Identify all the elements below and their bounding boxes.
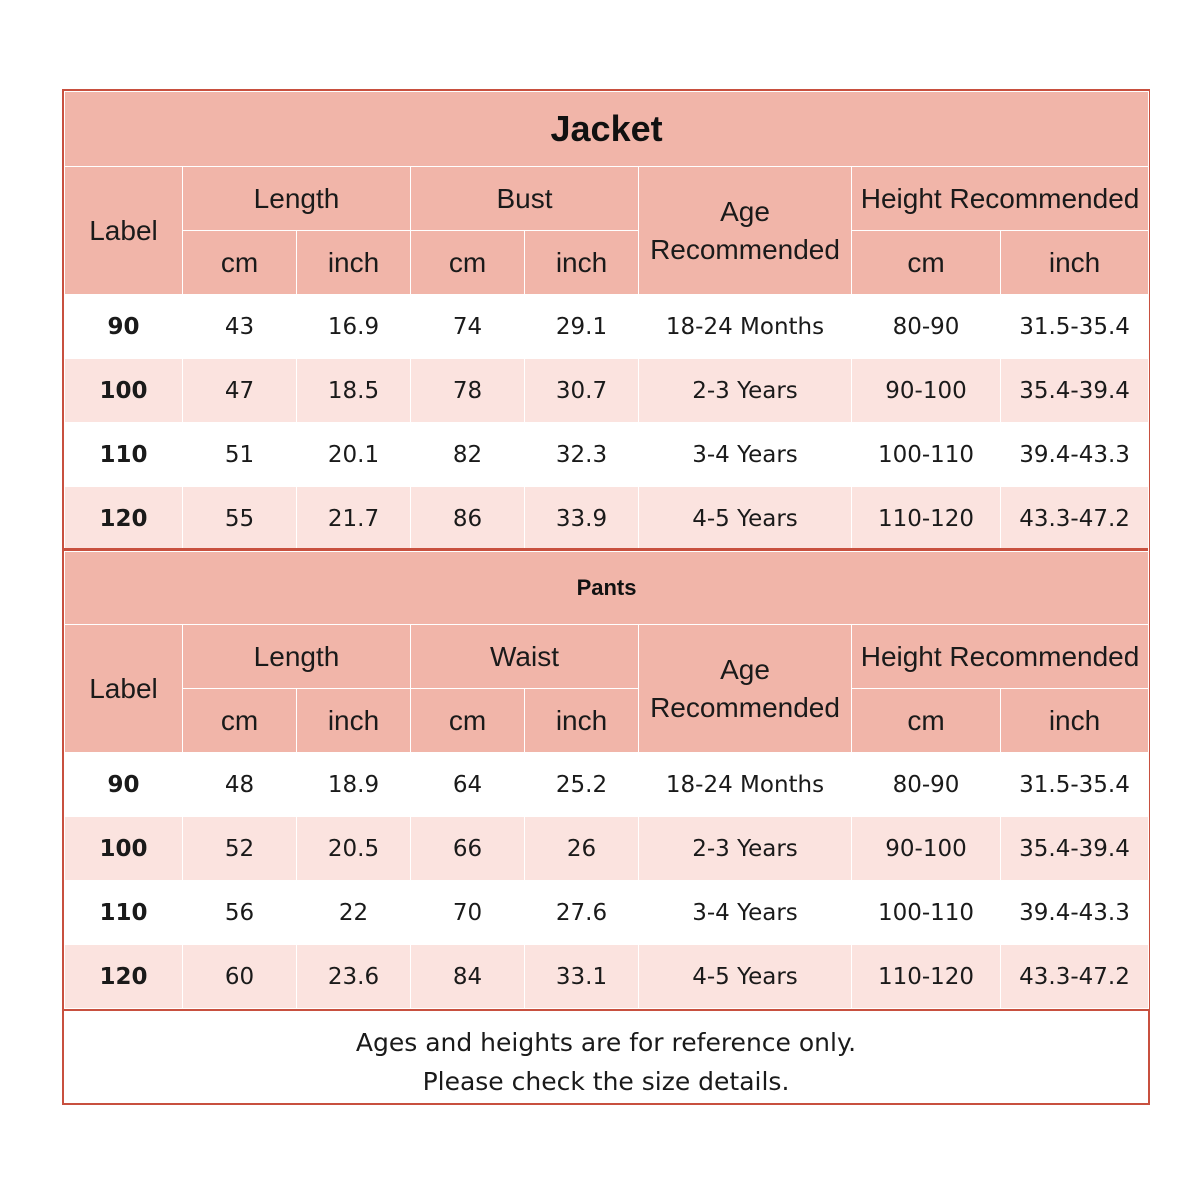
length-header: Length [183, 625, 411, 689]
pants-title: Pants [65, 552, 1149, 625]
table-row [65, 359, 1149, 423]
length-cm-cell: 60 [183, 945, 297, 1009]
length-cm-cell: 52 [183, 817, 297, 881]
jacket-table [64, 91, 1149, 551]
length-cm-cell: 51 [183, 423, 297, 487]
waist-header: Waist [411, 625, 639, 689]
age-recommended-header [639, 625, 852, 753]
label-cell: 120 [65, 945, 183, 1009]
age-recommended-header [639, 167, 852, 295]
height-cm-cell: 100-110 [852, 881, 1001, 945]
length-inch-cell: 22 [297, 881, 411, 945]
measure-inch-cell: 25.2 [525, 753, 639, 817]
table-row [65, 423, 1149, 487]
measure-cm-cell: 66 [411, 817, 525, 881]
height-cm-cell: 110-120 [852, 945, 1001, 1009]
height-inch-header: inch [1001, 231, 1149, 295]
measure-cm-cell: 64 [411, 753, 525, 817]
table-row [65, 487, 1149, 551]
measure-cm-cell: 84 [411, 945, 525, 1009]
table-row [65, 945, 1149, 1009]
length-cm-cell: 55 [183, 487, 297, 551]
length-inch-cell: 20.5 [297, 817, 411, 881]
measure-cm-cell: 74 [411, 295, 525, 359]
length-inch-cell: 18.5 [297, 359, 411, 423]
label-cell: 100 [65, 359, 183, 423]
length-header: Length [183, 167, 411, 231]
waist-cm-header: cm [411, 689, 525, 753]
label-cell: 110 [65, 881, 183, 945]
measure-inch-cell: 32.3 [525, 423, 639, 487]
length-cm-cell: 47 [183, 359, 297, 423]
length-inch-cell: 18.9 [297, 753, 411, 817]
age-cell: 4-5 Years [639, 487, 852, 551]
jacket-title: Jacket [65, 92, 1149, 167]
measure-cm-cell: 82 [411, 423, 525, 487]
reference-note [64, 1009, 1148, 1103]
bust-inch-header: inch [525, 231, 639, 295]
age-cell: 4-5 Years [639, 945, 852, 1009]
age-cell: 18-24 Months [639, 753, 852, 817]
height-cm-cell: 80-90 [852, 753, 1001, 817]
length-inch-cell: 20.1 [297, 423, 411, 487]
waist-inch-header: inch [525, 689, 639, 753]
length-inch-cell: 16.9 [297, 295, 411, 359]
label-cell: 90 [65, 295, 183, 359]
note-line-1: Ages and heights are for reference only. [355, 1028, 857, 1057]
height-recommended-header: Height Recommended [852, 625, 1149, 689]
height-inch-cell: 35.4-39.4 [1001, 817, 1149, 881]
measure-inch-cell: 29.1 [525, 295, 639, 359]
height-cm-cell: 90-100 [852, 359, 1001, 423]
length-cm-cell: 56 [183, 881, 297, 945]
length-cm-cell: 43 [183, 295, 297, 359]
measure-inch-cell: 30.7 [525, 359, 639, 423]
height-inch-cell: 31.5-35.4 [1001, 753, 1149, 817]
measure-cm-cell: 70 [411, 881, 525, 945]
height-inch-cell: 39.4-43.3 [1001, 881, 1149, 945]
measure-cm-cell: 78 [411, 359, 525, 423]
length-inch-header: inch [297, 231, 411, 295]
pants-rows [65, 753, 1149, 1009]
bust-cm-header: cm [411, 231, 525, 295]
length-cm-header: cm [183, 689, 297, 753]
height-inch-cell: 39.4-43.3 [1001, 423, 1149, 487]
height-inch-header: inch [1001, 689, 1149, 753]
table-row [65, 295, 1149, 359]
bust-header: Bust [411, 167, 639, 231]
measure-inch-cell: 26 [525, 817, 639, 881]
measure-inch-cell: 33.1 [525, 945, 639, 1009]
measure-inch-cell: 27.6 [525, 881, 639, 945]
jacket-rows [65, 295, 1149, 551]
label-cell: 90 [65, 753, 183, 817]
height-recommended-header: Height Recommended [852, 167, 1149, 231]
height-cm-cell: 100-110 [852, 423, 1001, 487]
height-cm-cell: 90-100 [852, 817, 1001, 881]
length-inch-cell: 21.7 [297, 487, 411, 551]
age-header-line1: Age [720, 653, 770, 685]
label-header: Label [65, 625, 183, 753]
note-line-2: Please check the size details. [422, 1067, 790, 1096]
height-inch-cell: 31.5-35.4 [1001, 295, 1149, 359]
height-cm-cell: 80-90 [852, 295, 1001, 359]
label-cell: 120 [65, 487, 183, 551]
measure-inch-cell: 33.9 [525, 487, 639, 551]
age-cell: 2-3 Years [639, 359, 852, 423]
age-header-line2: Recommended [650, 691, 840, 723]
length-cm-header: cm [183, 231, 297, 295]
size-chart [62, 89, 1150, 1105]
height-inch-cell: 35.4-39.4 [1001, 359, 1149, 423]
table-row [65, 817, 1149, 881]
age-header-line2: Recommended [650, 233, 840, 265]
table-row [65, 881, 1149, 945]
age-cell: 18-24 Months [639, 295, 852, 359]
label-cell: 100 [65, 817, 183, 881]
pants-table [64, 551, 1149, 1009]
table-row [65, 753, 1149, 817]
label-header: Label [65, 167, 183, 295]
age-cell: 3-4 Years [639, 423, 852, 487]
age-header-line1: Age [720, 195, 770, 227]
length-inch-header: inch [297, 689, 411, 753]
length-inch-cell: 23.6 [297, 945, 411, 1009]
label-cell: 110 [65, 423, 183, 487]
age-cell: 3-4 Years [639, 881, 852, 945]
height-cm-header: cm [852, 689, 1001, 753]
height-cm-cell: 110-120 [852, 487, 1001, 551]
length-cm-cell: 48 [183, 753, 297, 817]
measure-cm-cell: 86 [411, 487, 525, 551]
age-cell: 2-3 Years [639, 817, 852, 881]
height-inch-cell: 43.3-47.2 [1001, 945, 1149, 1009]
height-cm-header: cm [852, 231, 1001, 295]
height-inch-cell: 43.3-47.2 [1001, 487, 1149, 551]
